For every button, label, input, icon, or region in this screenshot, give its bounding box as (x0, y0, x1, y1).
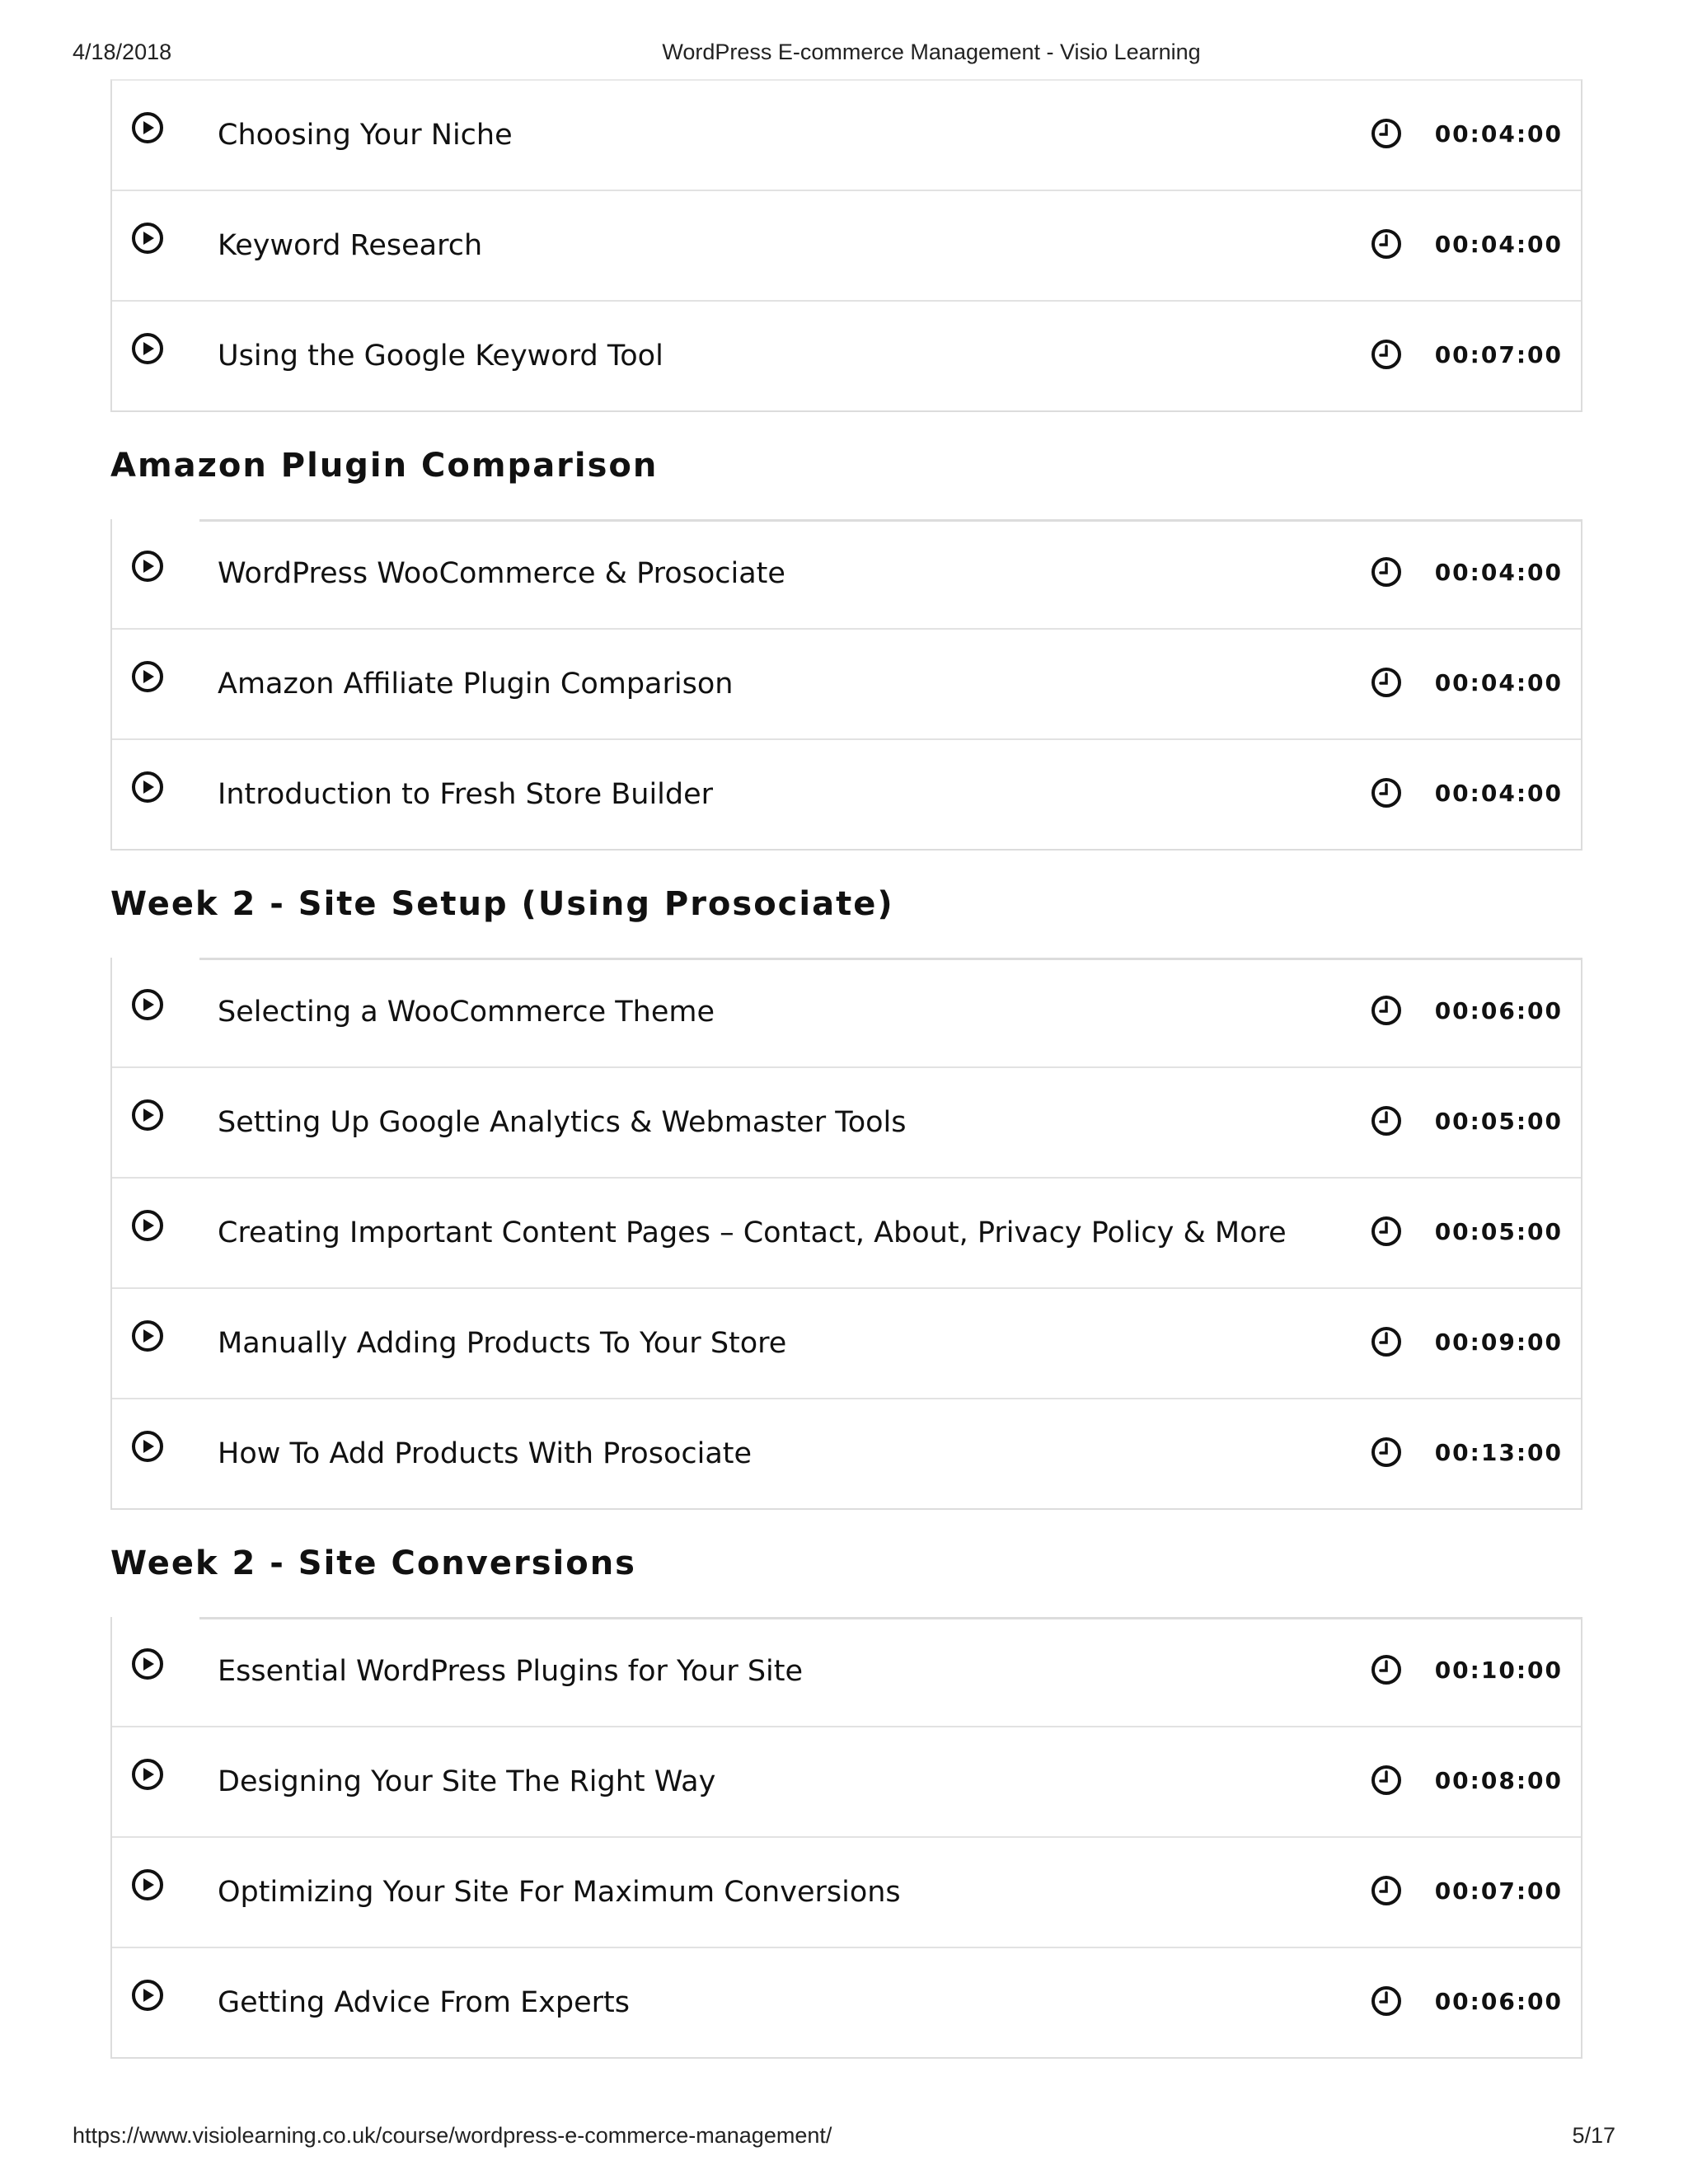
play-circle-icon (130, 331, 165, 366)
print-header (0, 40, 1688, 69)
lesson-duration: 00:04:00 (1434, 669, 1563, 696)
lesson-row[interactable] (112, 1726, 1581, 1836)
play-circle-icon (130, 987, 165, 1022)
lesson-title[interactable]: Keyword Research (218, 229, 483, 262)
play-circle-icon (130, 1208, 165, 1243)
print-date: 4/18/2018 (73, 40, 172, 64)
lesson-row[interactable] (112, 1066, 1581, 1177)
print-footer (0, 2123, 1688, 2153)
clock-icon (1370, 776, 1403, 809)
play-circle-icon (130, 549, 165, 583)
lesson-duration: 00:07:00 (1434, 1877, 1563, 1905)
lesson-row[interactable] (112, 81, 1581, 190)
lesson-duration: 00:04:00 (1434, 231, 1563, 258)
lesson-duration: 00:13:00 (1434, 1439, 1563, 1466)
clock-icon (1370, 117, 1403, 150)
lesson-list (110, 79, 1582, 412)
lesson-title[interactable]: Amazon Affiliate Plugin Comparison (218, 668, 734, 701)
print-page-number: 5/17 (1572, 2123, 1615, 2148)
section-heading: Week 2 - Site Conversions (110, 1544, 636, 1582)
play-circle-icon (130, 1319, 165, 1353)
lesson-duration: 00:08:00 (1434, 1767, 1563, 1794)
lesson-duration: 00:06:00 (1434, 1988, 1563, 2015)
print-url: https://www.visiolearning.co.uk/course/wordpress-e-commerce-management/ (73, 2123, 832, 2148)
play-circle-icon (130, 1757, 165, 1792)
play-circle-icon (130, 1868, 165, 1902)
play-circle-icon (130, 1429, 165, 1464)
lesson-row[interactable] (112, 519, 1581, 628)
lesson-title[interactable]: How To Add Products With Prosociate (218, 1437, 753, 1470)
lesson-title[interactable]: Designing Your Site The Right Way (218, 1765, 716, 1798)
course-curriculum (110, 79, 1582, 2059)
lesson-duration: 00:09:00 (1434, 1329, 1563, 1356)
clock-icon (1370, 1325, 1403, 1358)
lesson-row[interactable] (112, 738, 1581, 849)
play-circle-icon (130, 1978, 165, 2013)
section-heading: Week 2 - Site Setup (Using Prosociate) (110, 885, 894, 923)
play-circle-icon (130, 1647, 165, 1681)
lesson-duration: 00:05:00 (1434, 1108, 1563, 1135)
lesson-row[interactable] (112, 1177, 1581, 1287)
play-circle-icon (130, 770, 165, 804)
clock-icon (1370, 1874, 1403, 1907)
lesson-title[interactable]: Creating Important Content Pages – Contact, About, Privacy Policy & More (218, 1216, 1287, 1249)
clock-icon (1370, 666, 1403, 699)
section-heading: Amazon Plugin Comparison (110, 447, 659, 485)
lesson-title[interactable]: Selecting a WooCommerce Theme (218, 996, 715, 1029)
lesson-title[interactable]: Using the Google Keyword Tool (218, 340, 663, 373)
lesson-duration: 00:07:00 (1434, 341, 1563, 368)
lesson-title[interactable]: Optimizing Your Site For Maximum Conversions (218, 1876, 901, 1909)
lesson-title[interactable]: Essential WordPress Plugins for Your Site (218, 1655, 804, 1688)
clock-icon (1370, 338, 1403, 371)
lesson-title[interactable]: Introduction to Fresh Store Builder (218, 778, 714, 811)
lesson-duration: 00:10:00 (1434, 1657, 1563, 1684)
lesson-title[interactable]: Manually Adding Products To Your Store (218, 1327, 787, 1360)
lesson-row[interactable] (112, 1947, 1581, 2057)
play-circle-icon (130, 1098, 165, 1132)
lesson-row[interactable] (112, 1617, 1581, 1726)
play-circle-icon (130, 659, 165, 694)
lesson-row[interactable] (112, 958, 1581, 1066)
print-page-title: WordPress E-commerce Management - Visio Learning (662, 40, 1201, 64)
clock-icon (1370, 1436, 1403, 1469)
lesson-list (110, 519, 1582, 851)
lesson-row[interactable] (112, 1836, 1581, 1947)
lesson-title[interactable]: Choosing Your Niche (218, 119, 513, 152)
clock-icon (1370, 1104, 1403, 1137)
lesson-list (110, 1617, 1582, 2059)
lesson-duration: 00:04:00 (1434, 120, 1563, 148)
lesson-duration: 00:06:00 (1434, 997, 1563, 1024)
lesson-row[interactable] (112, 300, 1581, 410)
lesson-title[interactable]: WordPress WooCommerce & Prosociate (218, 557, 785, 590)
clock-icon (1370, 994, 1403, 1027)
play-circle-icon (130, 221, 165, 255)
lesson-title[interactable]: Getting Advice From Experts (218, 1986, 630, 2019)
lesson-row[interactable] (112, 1287, 1581, 1398)
clock-icon (1370, 555, 1403, 588)
play-circle-icon (130, 110, 165, 145)
lesson-row[interactable] (112, 1398, 1581, 1508)
clock-icon (1370, 1653, 1403, 1686)
lesson-row[interactable] (112, 190, 1581, 300)
lesson-duration: 00:04:00 (1434, 780, 1563, 807)
clock-icon (1370, 227, 1403, 260)
clock-icon (1370, 1764, 1403, 1797)
lesson-duration: 00:04:00 (1434, 559, 1563, 586)
clock-icon (1370, 1985, 1403, 2018)
clock-icon (1370, 1215, 1403, 1248)
lesson-row[interactable] (112, 628, 1581, 738)
lesson-list (110, 958, 1582, 1510)
lesson-duration: 00:05:00 (1434, 1218, 1563, 1245)
lesson-title[interactable]: Setting Up Google Analytics & Webmaster Tools (218, 1106, 907, 1139)
